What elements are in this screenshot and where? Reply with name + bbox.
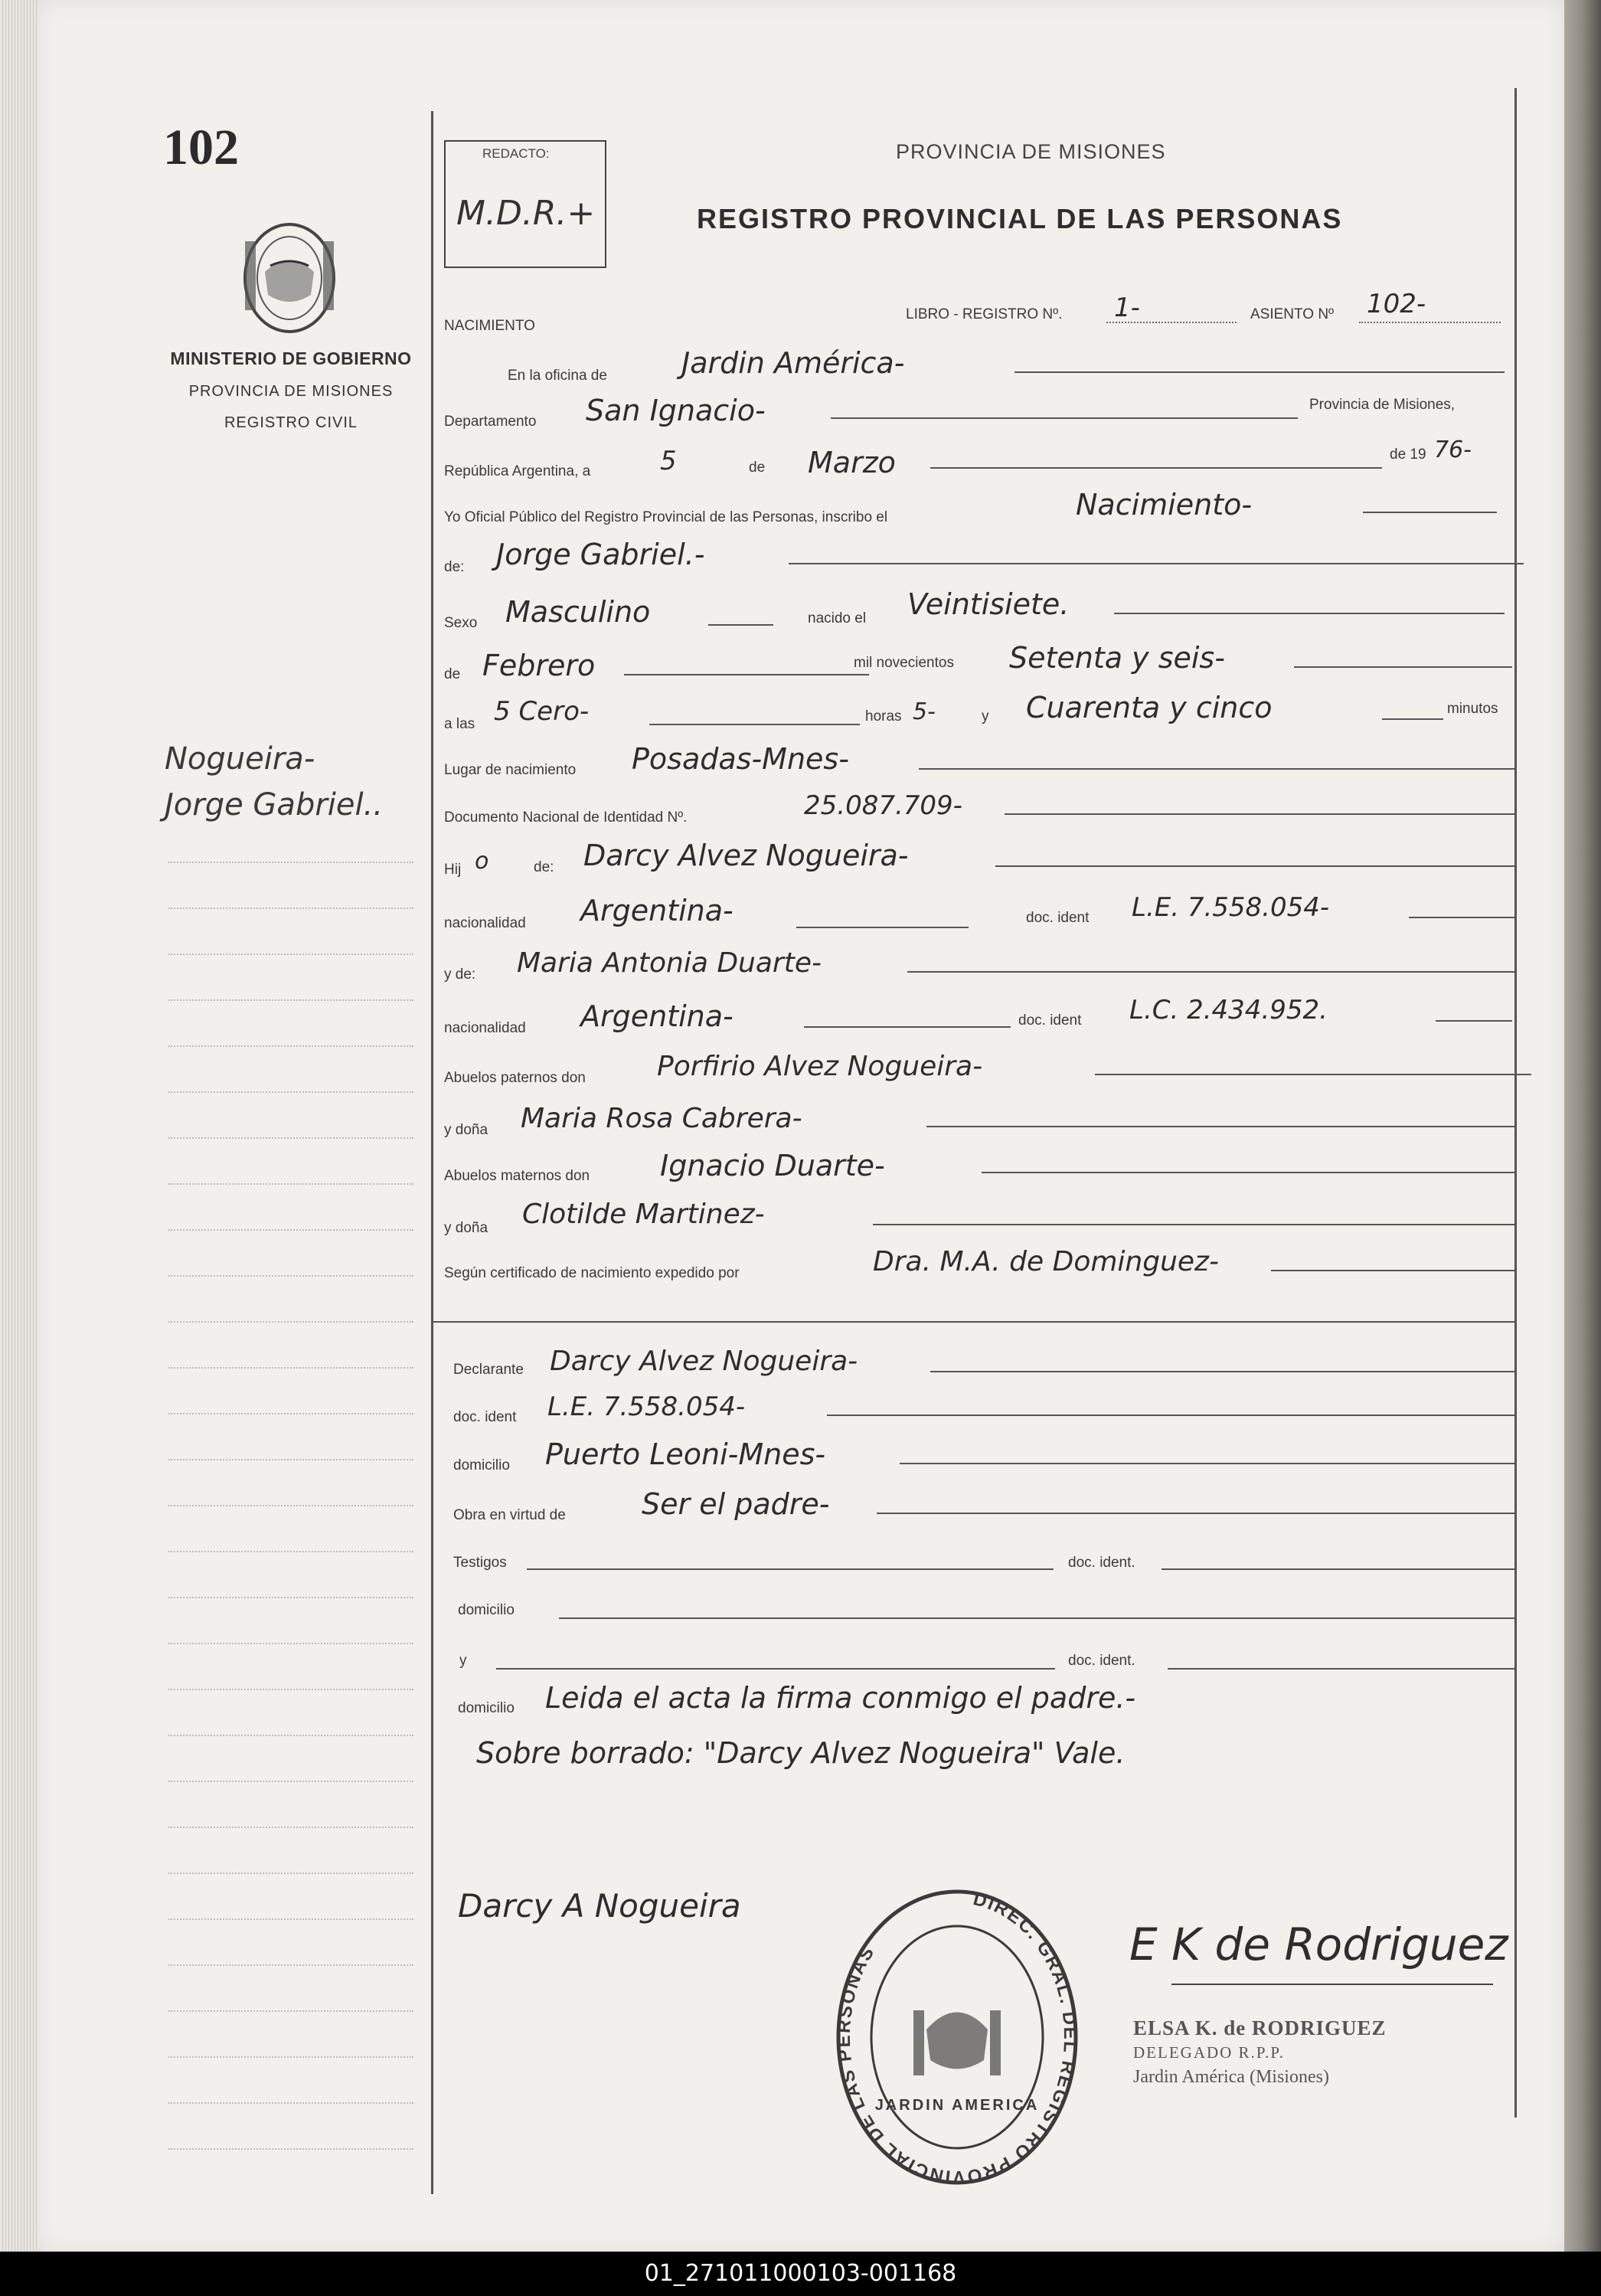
nac2-value: Argentina- bbox=[580, 999, 734, 1033]
madre-value: Maria Antonia Duarte- bbox=[517, 947, 822, 979]
madre-line bbox=[907, 971, 1516, 973]
abam-line bbox=[873, 1224, 1516, 1225]
oficina-line bbox=[1015, 371, 1505, 373]
departamento-line bbox=[831, 417, 1298, 419]
margin-rule bbox=[168, 2148, 413, 2150]
asiento-label: ASIENTO Nº bbox=[1250, 306, 1334, 322]
nacimiento-label: NACIMIENTO bbox=[444, 318, 535, 334]
declarant-signature: Darcy A Nogueira bbox=[458, 1887, 741, 1925]
declarante-line bbox=[930, 1371, 1516, 1372]
signature-line bbox=[1171, 1984, 1493, 1985]
oficial-line bbox=[1363, 512, 1497, 513]
minutos-value: Cuarenta y cinco bbox=[1026, 691, 1273, 724]
form-right-border bbox=[1514, 88, 1517, 2118]
margin-rule bbox=[168, 1137, 413, 1139]
padre-value: Darcy Alvez Nogueira- bbox=[583, 839, 909, 872]
margin-rule bbox=[168, 1918, 413, 1920]
lugar-label: Lugar de nacimiento bbox=[444, 762, 577, 778]
doc1-line bbox=[1409, 917, 1516, 918]
margin-note-given-names: Jorge Gabriel.. bbox=[165, 787, 384, 823]
hijo-label: Hij bbox=[444, 862, 462, 878]
folio-number: 102 bbox=[163, 119, 239, 175]
docident-t1-label: doc. ident. bbox=[1068, 1555, 1135, 1571]
anio-prefix-label: de 19 bbox=[1390, 446, 1426, 463]
margin-rule bbox=[168, 1735, 413, 1736]
lugar-value: Posadas-Mnes- bbox=[632, 742, 849, 776]
sexo-label: Sexo bbox=[444, 615, 478, 631]
stamp-ring-text: DIREC. GRAL. DEL REGISTRO PROVINCIAL DE LAS PERSONAS bbox=[833, 1889, 1081, 2186]
margin-rule bbox=[168, 1275, 413, 1277]
mes-line bbox=[930, 467, 1382, 469]
registry-stamp-icon bbox=[831, 1880, 1083, 2186]
de-label: de bbox=[749, 460, 766, 476]
dni-line bbox=[1005, 813, 1516, 815]
y-t-label: y bbox=[459, 1653, 467, 1669]
horas-label: horas bbox=[865, 708, 902, 724]
domicilio-value: Puerto Leoni-Mnes- bbox=[545, 1437, 826, 1471]
abap-value: Maria Rosa Cabrera- bbox=[521, 1103, 802, 1134]
obra-line bbox=[877, 1513, 1516, 1514]
doc2-line bbox=[1436, 1020, 1512, 1022]
ministry-province: PROVINCIA DE MISIONES bbox=[188, 383, 394, 400]
delegate-name: ELSA K. de RODRIGUEZ bbox=[1133, 2016, 1387, 2039]
minutos-line bbox=[1382, 718, 1443, 720]
margin-rule bbox=[168, 1045, 413, 1047]
dni-value: 25.087.709- bbox=[804, 790, 962, 821]
minutos-label: minutos bbox=[1447, 701, 1498, 717]
ydona1-label: y doña bbox=[444, 1122, 488, 1138]
y-label: y bbox=[982, 708, 989, 724]
margin-rule bbox=[168, 862, 413, 863]
certificado-value: Dra. M.A. de Dominguez- bbox=[873, 1246, 1219, 1277]
mes-nac-line bbox=[624, 674, 869, 675]
abp-line bbox=[1095, 1074, 1531, 1075]
horas-value: 5 Cero- bbox=[494, 696, 590, 727]
margin-rule bbox=[168, 1321, 413, 1323]
ministry-name: MINISTERIO DE GOBIERNO bbox=[170, 348, 412, 368]
anio-value: 76- bbox=[1434, 437, 1472, 463]
margin-rule bbox=[168, 1229, 413, 1231]
margin-rule bbox=[168, 2056, 413, 2058]
nacido-value: Veintisiete. bbox=[907, 587, 1070, 621]
margin-rule bbox=[168, 1781, 413, 1782]
horas-suffix: 5- bbox=[913, 698, 936, 725]
lugar-line bbox=[919, 768, 1516, 770]
nac1-value: Argentina- bbox=[580, 894, 734, 927]
abm-value: Ignacio Duarte- bbox=[660, 1149, 885, 1182]
doc1-value: L.E. 7.558.054- bbox=[1132, 892, 1330, 923]
obra-value: Ser el padre- bbox=[642, 1487, 830, 1521]
delegate-place: Jardin América (Misiones) bbox=[1133, 2067, 1329, 2087]
anio-nac-line bbox=[1294, 666, 1512, 668]
margin-rule bbox=[168, 1505, 413, 1506]
margin-rule bbox=[168, 908, 413, 909]
nac1-line bbox=[796, 927, 969, 928]
libro-value: 1- bbox=[1114, 293, 1140, 323]
abap-line bbox=[926, 1126, 1516, 1127]
margin-rule bbox=[168, 1367, 413, 1369]
certificado-line bbox=[1271, 1270, 1516, 1271]
margin-rule bbox=[168, 1872, 413, 1874]
margin-rule bbox=[168, 1551, 413, 1552]
dni-label: Documento Nacional de Identidad Nº. bbox=[444, 809, 688, 826]
domicilio-t1-line bbox=[559, 1617, 1516, 1619]
libro-label: LIBRO - REGISTRO Nº. bbox=[906, 306, 1063, 322]
sexo-value: Masculino bbox=[505, 595, 651, 629]
margin-rule bbox=[168, 2102, 413, 2104]
republica-label: República Argentina, a bbox=[444, 463, 591, 479]
doc2-value: L.C. 2.434.952. bbox=[1129, 995, 1328, 1025]
hijo-suffix: o bbox=[475, 848, 489, 875]
form-left-border bbox=[431, 111, 433, 2194]
yde-label: y de: bbox=[444, 966, 476, 983]
nac2-line bbox=[804, 1026, 1011, 1028]
margin-rule bbox=[168, 1597, 413, 1598]
testigos-label: Testigos bbox=[453, 1555, 507, 1571]
mil-label: mil novecientos bbox=[854, 655, 954, 671]
padre-line bbox=[995, 865, 1516, 867]
anio-nac-value: Setenta y seis- bbox=[1009, 641, 1225, 675]
nota-line2: Sobre borrado: "Darcy Alvez Nogueira" Vale. bbox=[476, 1736, 1126, 1770]
abam-value: Clotilde Martinez- bbox=[522, 1199, 765, 1230]
margin-rule bbox=[168, 2010, 413, 2012]
departamento-label: Departamento bbox=[444, 414, 537, 430]
mes-value: Marzo bbox=[808, 446, 896, 479]
registry-title: REGISTRO PROVINCIAL DE LAS PERSONAS bbox=[697, 203, 1343, 234]
margin-rule bbox=[168, 1091, 413, 1093]
abp-label: Abuelos paternos don bbox=[444, 1070, 586, 1086]
coat-of-arms-icon bbox=[228, 218, 351, 337]
redacto-initials: M.D.R.+ bbox=[456, 194, 596, 233]
de2-label: de bbox=[444, 666, 461, 682]
obra-label: Obra en virtud de bbox=[453, 1507, 566, 1523]
official-signature: E K de Rodriguez bbox=[1129, 1918, 1508, 1971]
oficial-value: Nacimiento- bbox=[1076, 488, 1253, 522]
docdec-label: doc. ident bbox=[453, 1409, 517, 1425]
docdec-line bbox=[827, 1415, 1516, 1416]
nac1-label: nacionalidad bbox=[444, 915, 526, 931]
nota-line1: Leida el acta la firma conmigo el padre.- bbox=[545, 1681, 1136, 1715]
horas-line bbox=[649, 724, 860, 725]
domicilio-label: domicilio bbox=[453, 1457, 510, 1473]
nacido-label: nacido el bbox=[808, 610, 867, 626]
ydona2-label: y doña bbox=[444, 1220, 488, 1236]
nac2-label: nacionalidad bbox=[444, 1020, 526, 1036]
sexo-line bbox=[708, 624, 773, 626]
docdec-value: L.E. 7.558.054- bbox=[547, 1392, 746, 1422]
domicilio-t2-label: domicilio bbox=[458, 1700, 515, 1716]
y-t-line bbox=[496, 1668, 1055, 1670]
oficina-label: En la oficina de bbox=[508, 368, 607, 384]
de-nombre-label: de: bbox=[444, 559, 465, 575]
margin-rule bbox=[168, 1827, 413, 1828]
image-caption: 01_271011000103-001168 bbox=[0, 2252, 1601, 2296]
doc2-label: doc. ident bbox=[1018, 1012, 1082, 1029]
margin-rule bbox=[168, 1964, 413, 1966]
oficina-value: Jardin América- bbox=[681, 346, 905, 380]
nombre-line bbox=[789, 563, 1524, 564]
margin-rule bbox=[168, 1689, 413, 1690]
delegate-role: DELEGADO R.P.P. bbox=[1133, 2043, 1286, 2062]
ministry-registry: REGISTRO CIVIL bbox=[224, 414, 358, 431]
declarante-label: Declarante bbox=[453, 1362, 524, 1378]
margin-note-surname: Nogueira- bbox=[165, 741, 315, 777]
margin-rule bbox=[168, 999, 413, 1001]
province-title: PROVINCIA DE MISIONES bbox=[896, 140, 1166, 163]
ministry-block bbox=[153, 348, 429, 432]
dia-value: 5 bbox=[660, 446, 677, 476]
domicilio-line bbox=[900, 1463, 1516, 1464]
nombre-value: Jorge Gabriel.- bbox=[496, 538, 705, 571]
declarante-value: Darcy Alvez Nogueira- bbox=[550, 1346, 858, 1377]
asiento-value: 102- bbox=[1367, 289, 1426, 319]
abm-label: Abuelos maternos don bbox=[444, 1168, 590, 1184]
libro-line bbox=[1106, 322, 1237, 323]
nacido-line bbox=[1114, 613, 1505, 614]
stamp-inner-text: JARDIN AMERICA bbox=[874, 2097, 1040, 2114]
alas-label: a las bbox=[444, 716, 475, 732]
margin-rule bbox=[168, 1643, 413, 1644]
docident-t2-label: doc. ident. bbox=[1068, 1653, 1135, 1669]
margin-rule bbox=[168, 1459, 413, 1460]
margin-rule bbox=[168, 1413, 413, 1415]
docident-t1-line bbox=[1162, 1568, 1516, 1570]
asiento-line bbox=[1359, 322, 1501, 323]
provincia-label: Provincia de Misiones, bbox=[1309, 397, 1456, 413]
domicilio-t1-label: domicilio bbox=[458, 1602, 515, 1618]
section-divider bbox=[433, 1321, 1516, 1323]
oficial-label: Yo Oficial Público del Registro Provincial de las Personas, inscribo el bbox=[444, 509, 888, 525]
redacto-label: REDACTO: bbox=[482, 146, 550, 161]
delegate-block bbox=[1133, 2016, 1387, 2088]
margin-rule bbox=[168, 953, 413, 955]
abp-value: Porfirio Alvez Nogueira- bbox=[657, 1051, 983, 1082]
margin-rule bbox=[168, 1183, 413, 1185]
redacto-box bbox=[444, 140, 606, 268]
abm-line bbox=[982, 1172, 1516, 1173]
mes-nac-value: Febrero bbox=[482, 649, 596, 682]
departamento-value: San Ignacio- bbox=[586, 394, 766, 427]
docident-t2-line bbox=[1168, 1668, 1516, 1670]
doc1-label: doc. ident bbox=[1026, 910, 1090, 926]
hijo-de-label: de: bbox=[534, 859, 554, 875]
certificado-label: Según certificado de nacimiento expedido por bbox=[444, 1265, 740, 1281]
testigos-line bbox=[527, 1568, 1054, 1570]
